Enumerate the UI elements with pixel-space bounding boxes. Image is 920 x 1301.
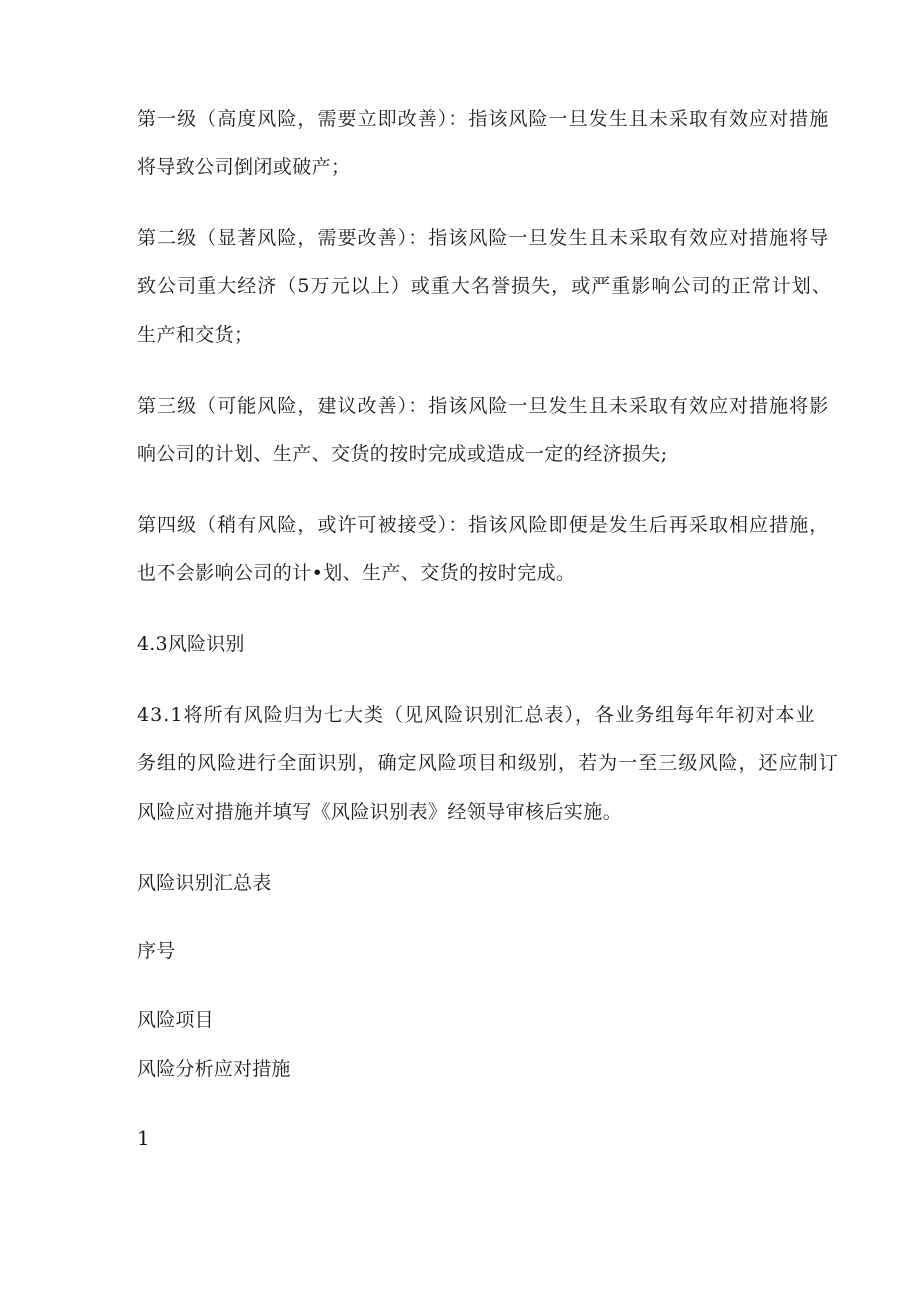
section-heading-risk-identification: 4.3风险识别 — [137, 633, 245, 655]
column-header-risk-item: 风险项目 — [137, 1009, 214, 1031]
level-two-text-line-2: 致公司重大经济（5万元以上）或重大名誉损失，或严重影响公司的正常计划、 — [137, 275, 832, 297]
column-header-serial-number: 序号 — [137, 940, 176, 962]
level-one-text-line-1: 第一级（高度风险，需要立即改善）：指该风险一旦发生且未采取有效应对措施 — [137, 108, 830, 130]
level-one-text-line-2: 将导致公司倒闭或破产； — [137, 156, 351, 178]
level-four-text-line-2: 也不会影响公司的计•划、生产、交货的按时完成。 — [137, 562, 576, 584]
clause-431-text-line-2: 务组的风险进行全面识别，确定风险项目和级别，若为一至三级风险，还应制订 — [137, 752, 839, 774]
level-four-text-line-1: 第四级（稍有风险，或许可被接受）：指该风险即便是发生后再采取相应措施， — [137, 514, 830, 536]
clause-431-text-line-1: 43.1将所有风险归为七大类（见风险识别汇总表），各业务组每年年初对本业 — [137, 704, 816, 726]
table-title: 风险识别汇总表 — [137, 872, 272, 894]
column-header-risk-analysis-measures: 风险分析应对措施 — [137, 1058, 291, 1080]
clause-431-text-line-3: 风险应对措施并填写《风险识别表》经领导审核后实施。 — [137, 801, 623, 823]
level-three-text-line-1: 第三级（可能风险，建议改善）：指该风险一旦发生且未采取有效应对措施将影 — [137, 395, 830, 417]
level-two-text-line-1: 第二级（显著风险，需要改善）：指该风险一旦发生且未采取有效应对措施将导 — [137, 227, 830, 249]
level-two-text-line-3: 生产和交货； — [137, 324, 254, 346]
table-row-number: 1 — [137, 1126, 150, 1150]
level-three-text-line-2: 响公司的计划、生产、交货的按时完成或造成一定的经济损失; — [137, 443, 668, 465]
